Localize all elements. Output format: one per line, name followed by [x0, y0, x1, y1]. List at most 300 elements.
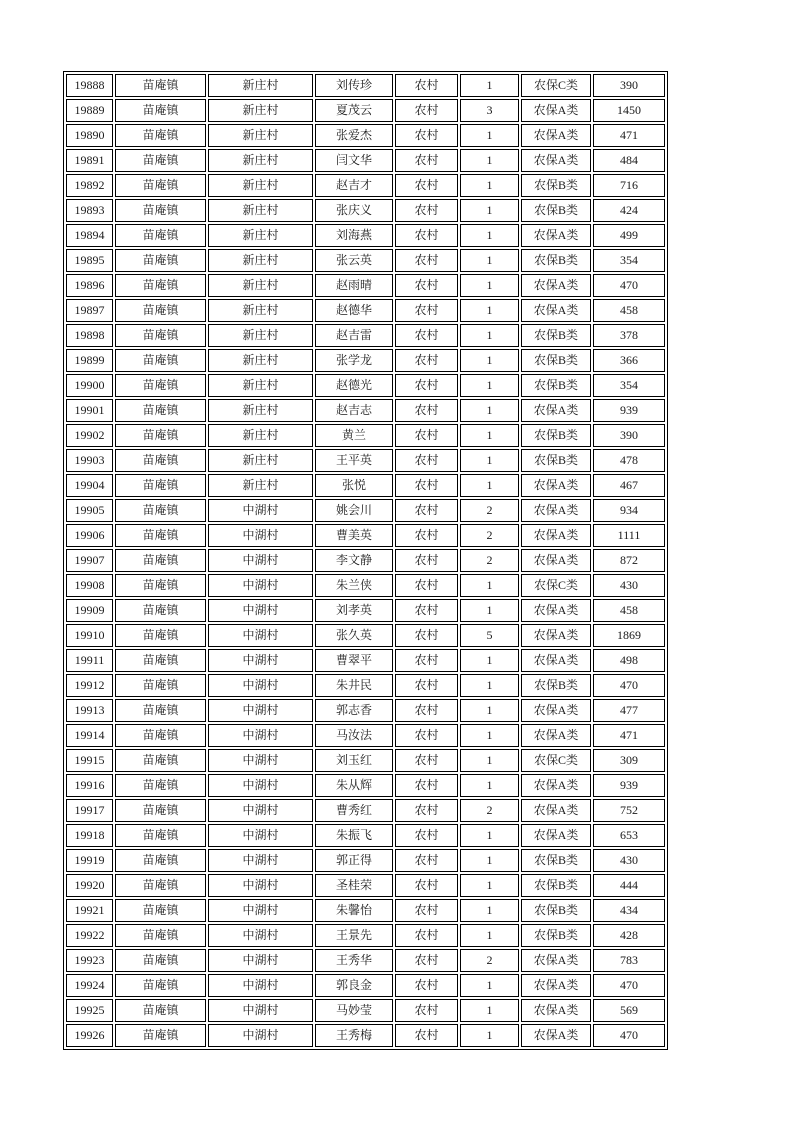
table-cell: 中湖村 — [208, 599, 313, 622]
table-cell: 农保B类 — [521, 374, 591, 397]
table-cell: 939 — [593, 399, 665, 422]
table-cell: 农村 — [395, 474, 458, 497]
table-cell: 苗庵镇 — [115, 424, 206, 447]
table-cell: 郭志香 — [315, 699, 393, 722]
table-cell: 苗庵镇 — [115, 899, 206, 922]
table-cell: 467 — [593, 474, 665, 497]
table-cell: 赵德光 — [315, 374, 393, 397]
table-row — [66, 574, 665, 597]
table-cell: 朱井民 — [315, 674, 393, 697]
table-cell: 484 — [593, 149, 665, 172]
table-cell: 苗庵镇 — [115, 374, 206, 397]
table-cell: 苗庵镇 — [115, 224, 206, 247]
table-cell: 农村 — [395, 824, 458, 847]
table-cell: 中湖村 — [208, 849, 313, 872]
table-cell: 农保A类 — [521, 299, 591, 322]
table-cell: 郭良金 — [315, 974, 393, 997]
table-cell: 农保B类 — [521, 674, 591, 697]
table-cell: 1 — [460, 874, 519, 897]
table-cell: 苗庵镇 — [115, 274, 206, 297]
table-cell: 中湖村 — [208, 999, 313, 1022]
table-cell: 农保A类 — [521, 224, 591, 247]
table-cell: 农保A类 — [521, 524, 591, 547]
table-row — [66, 174, 665, 197]
table-cell: 19919 — [66, 849, 113, 872]
table-cell: 张学龙 — [315, 349, 393, 372]
table-row — [66, 374, 665, 397]
table-cell: 苗庵镇 — [115, 1024, 206, 1047]
records-table-body — [66, 74, 665, 1047]
table-cell: 新庄村 — [208, 474, 313, 497]
table-cell: 934 — [593, 499, 665, 522]
table-cell: 19918 — [66, 824, 113, 847]
table-cell: 苗庵镇 — [115, 99, 206, 122]
table-cell: 苗庵镇 — [115, 849, 206, 872]
table-row — [66, 424, 665, 447]
table-cell: 农保A类 — [521, 649, 591, 672]
table-cell: 中湖村 — [208, 949, 313, 972]
table-cell: 农保B类 — [521, 424, 591, 447]
table-cell: 1 — [460, 474, 519, 497]
table-cell: 19912 — [66, 674, 113, 697]
table-cell: 苗庵镇 — [115, 624, 206, 647]
table-cell: 农保A类 — [521, 774, 591, 797]
table-cell: 939 — [593, 774, 665, 797]
table-cell: 农保A类 — [521, 124, 591, 147]
table-cell: 农村 — [395, 299, 458, 322]
table-cell: 新庄村 — [208, 374, 313, 397]
table-cell: 农村 — [395, 924, 458, 947]
table-cell: 农保A类 — [521, 99, 591, 122]
table-cell: 752 — [593, 799, 665, 822]
table-cell: 中湖村 — [208, 699, 313, 722]
table-cell: 中湖村 — [208, 799, 313, 822]
table-cell: 农村 — [395, 424, 458, 447]
table-row — [66, 774, 665, 797]
table-cell: 农村 — [395, 949, 458, 972]
table-cell: 刘海燕 — [315, 224, 393, 247]
table-cell: 曹翠平 — [315, 649, 393, 672]
table-cell: 张云英 — [315, 249, 393, 272]
table-cell: 1 — [460, 274, 519, 297]
table-cell: 424 — [593, 199, 665, 222]
table-cell: 477 — [593, 699, 665, 722]
table-cell: 中湖村 — [208, 549, 313, 572]
table-cell: 19894 — [66, 224, 113, 247]
table-cell: 1 — [460, 74, 519, 97]
table-cell: 19911 — [66, 649, 113, 672]
table-cell: 苗庵镇 — [115, 474, 206, 497]
table-cell: 1 — [460, 749, 519, 772]
table-cell: 苗庵镇 — [115, 724, 206, 747]
table-cell: 1 — [460, 999, 519, 1022]
table-cell: 19896 — [66, 274, 113, 297]
table-cell: 农保B类 — [521, 349, 591, 372]
table-cell: 19900 — [66, 374, 113, 397]
table-cell: 农保A类 — [521, 724, 591, 747]
table-cell: 苗庵镇 — [115, 749, 206, 772]
table-cell: 农村 — [395, 724, 458, 747]
table-cell: 19903 — [66, 449, 113, 472]
table-cell: 农村 — [395, 1024, 458, 1047]
table-cell: 刘孝英 — [315, 599, 393, 622]
table-cell: 新庄村 — [208, 424, 313, 447]
table-cell: 苗庵镇 — [115, 499, 206, 522]
table-cell: 470 — [593, 274, 665, 297]
table-cell: 苗庵镇 — [115, 349, 206, 372]
table-cell: 姚会川 — [315, 499, 393, 522]
table-cell: 苗庵镇 — [115, 299, 206, 322]
table-cell: 1 — [460, 899, 519, 922]
table-cell: 王秀梅 — [315, 1024, 393, 1047]
table-row — [66, 849, 665, 872]
table-cell: 农村 — [395, 149, 458, 172]
table-cell: 赵吉志 — [315, 399, 393, 422]
table-cell: 农村 — [395, 274, 458, 297]
table-cell: 苗庵镇 — [115, 874, 206, 897]
table-row — [66, 749, 665, 772]
table-cell: 苗庵镇 — [115, 924, 206, 947]
table-cell: 苗庵镇 — [115, 599, 206, 622]
table-row — [66, 149, 665, 172]
table-cell: 新庄村 — [208, 299, 313, 322]
table-cell: 农村 — [395, 324, 458, 347]
table-cell: 农保A类 — [521, 949, 591, 972]
table-row — [66, 274, 665, 297]
table-cell: 苗庵镇 — [115, 149, 206, 172]
table-row — [66, 524, 665, 547]
table-cell: 354 — [593, 374, 665, 397]
table-cell: 中湖村 — [208, 899, 313, 922]
table-cell: 苗庵镇 — [115, 124, 206, 147]
table-cell: 刘玉红 — [315, 749, 393, 772]
table-cell: 苗庵镇 — [115, 174, 206, 197]
table-cell: 19899 — [66, 349, 113, 372]
table-cell: 1 — [460, 599, 519, 622]
table-cell: 农保A类 — [521, 1024, 591, 1047]
table-cell: 19917 — [66, 799, 113, 822]
table-cell: 2 — [460, 799, 519, 822]
table-cell: 苗庵镇 — [115, 199, 206, 222]
table-cell: 19904 — [66, 474, 113, 497]
table-cell: 471 — [593, 124, 665, 147]
table-cell: 张庆义 — [315, 199, 393, 222]
table-cell: 农保B类 — [521, 199, 591, 222]
table-cell: 19926 — [66, 1024, 113, 1047]
table-cell: 苗庵镇 — [115, 549, 206, 572]
table-cell: 农村 — [395, 849, 458, 872]
table-cell: 苗庵镇 — [115, 674, 206, 697]
table-cell: 曹美英 — [315, 524, 393, 547]
table-cell: 1450 — [593, 99, 665, 122]
table-cell: 354 — [593, 249, 665, 272]
table-row — [66, 1024, 665, 1047]
table-row — [66, 499, 665, 522]
table-cell: 1 — [460, 149, 519, 172]
table-cell: 朱馨怡 — [315, 899, 393, 922]
table-row — [66, 324, 665, 347]
table-cell: 苗庵镇 — [115, 824, 206, 847]
table-cell: 中湖村 — [208, 724, 313, 747]
table-row — [66, 624, 665, 647]
table-cell: 19888 — [66, 74, 113, 97]
table-cell: 471 — [593, 724, 665, 747]
table-row — [66, 799, 665, 822]
table-cell: 1869 — [593, 624, 665, 647]
table-cell: 马汝法 — [315, 724, 393, 747]
table-row — [66, 549, 665, 572]
table-cell: 农保A类 — [521, 399, 591, 422]
table-row — [66, 249, 665, 272]
table-cell: 中湖村 — [208, 924, 313, 947]
table-cell: 朱兰侠 — [315, 574, 393, 597]
table-cell: 1111 — [593, 524, 665, 547]
table-cell: 1 — [460, 849, 519, 872]
table-cell: 王景先 — [315, 924, 393, 947]
table-row — [66, 99, 665, 122]
table-cell: 农保A类 — [521, 799, 591, 822]
table-cell: 498 — [593, 649, 665, 672]
table-cell: 中湖村 — [208, 974, 313, 997]
table-cell: 闫文华 — [315, 149, 393, 172]
table-cell: 3 — [460, 99, 519, 122]
table-cell: 新庄村 — [208, 324, 313, 347]
table-cell: 499 — [593, 224, 665, 247]
table-cell: 19925 — [66, 999, 113, 1022]
table-cell: 新庄村 — [208, 224, 313, 247]
table-cell: 19910 — [66, 624, 113, 647]
table-cell: 309 — [593, 749, 665, 772]
table-cell: 农保B类 — [521, 449, 591, 472]
table-cell: 赵雨晴 — [315, 274, 393, 297]
table-cell: 1 — [460, 1024, 519, 1047]
table-cell: 2 — [460, 549, 519, 572]
table-cell: 新庄村 — [208, 449, 313, 472]
table-cell: 中湖村 — [208, 624, 313, 647]
table-cell: 1 — [460, 224, 519, 247]
table-cell: 新庄村 — [208, 249, 313, 272]
table-cell: 农村 — [395, 449, 458, 472]
table-cell: 19895 — [66, 249, 113, 272]
table-row — [66, 724, 665, 747]
table-cell: 470 — [593, 1024, 665, 1047]
table-row — [66, 124, 665, 147]
table-row — [66, 874, 665, 897]
table-cell: 1 — [460, 299, 519, 322]
table-cell: 458 — [593, 299, 665, 322]
table-cell: 农保C类 — [521, 74, 591, 97]
table-cell: 19913 — [66, 699, 113, 722]
table-cell: 19920 — [66, 874, 113, 897]
table-cell: 曹秀红 — [315, 799, 393, 822]
table-cell: 390 — [593, 424, 665, 447]
table-cell: 428 — [593, 924, 665, 947]
table-cell: 中湖村 — [208, 524, 313, 547]
table-cell: 农村 — [395, 74, 458, 97]
table-cell: 中湖村 — [208, 874, 313, 897]
table-cell: 农保A类 — [521, 974, 591, 997]
table-cell: 366 — [593, 349, 665, 372]
table-cell: 农保C类 — [521, 749, 591, 772]
table-cell: 19897 — [66, 299, 113, 322]
table-row — [66, 949, 665, 972]
table-cell: 新庄村 — [208, 99, 313, 122]
table-cell: 5 — [460, 624, 519, 647]
table-cell: 苗庵镇 — [115, 774, 206, 797]
table-cell: 1 — [460, 424, 519, 447]
table-cell: 1 — [460, 774, 519, 797]
table-cell: 张悦 — [315, 474, 393, 497]
table-cell: 农村 — [395, 749, 458, 772]
table-cell: 新庄村 — [208, 199, 313, 222]
table-cell: 19902 — [66, 424, 113, 447]
table-cell: 农村 — [395, 799, 458, 822]
table-cell: 1 — [460, 974, 519, 997]
table-cell: 新庄村 — [208, 149, 313, 172]
table-row — [66, 449, 665, 472]
table-cell: 农保A类 — [521, 499, 591, 522]
table-cell: 19915 — [66, 749, 113, 772]
table-cell: 716 — [593, 174, 665, 197]
table-cell: 农保A类 — [521, 999, 591, 1022]
table-cell: 872 — [593, 549, 665, 572]
table-cell: 朱从辉 — [315, 774, 393, 797]
table-cell: 19892 — [66, 174, 113, 197]
table-cell: 农村 — [395, 99, 458, 122]
table-cell: 朱振飞 — [315, 824, 393, 847]
table-cell: 1 — [460, 349, 519, 372]
table-cell: 1 — [460, 674, 519, 697]
table-cell: 苗庵镇 — [115, 324, 206, 347]
table-row — [66, 224, 665, 247]
table-cell: 新庄村 — [208, 74, 313, 97]
table-cell: 苗庵镇 — [115, 649, 206, 672]
table-cell: 19891 — [66, 149, 113, 172]
table-cell: 434 — [593, 899, 665, 922]
table-cell: 19923 — [66, 949, 113, 972]
table-cell: 苗庵镇 — [115, 249, 206, 272]
table-cell: 农保B类 — [521, 874, 591, 897]
table-cell: 中湖村 — [208, 649, 313, 672]
table-cell: 农保C类 — [521, 574, 591, 597]
table-cell: 783 — [593, 949, 665, 972]
table-cell: 农村 — [395, 549, 458, 572]
table-row — [66, 599, 665, 622]
table-cell: 1 — [460, 649, 519, 672]
table-cell: 中湖村 — [208, 774, 313, 797]
table-cell: 1 — [460, 699, 519, 722]
table-row — [66, 349, 665, 372]
table-cell: 中湖村 — [208, 574, 313, 597]
table-cell: 刘传珍 — [315, 74, 393, 97]
table-row — [66, 674, 665, 697]
table-cell: 农村 — [395, 374, 458, 397]
table-cell: 张久英 — [315, 624, 393, 647]
table-cell: 430 — [593, 849, 665, 872]
table-row — [66, 899, 665, 922]
table-cell: 农村 — [395, 399, 458, 422]
table-cell: 19914 — [66, 724, 113, 747]
table-cell: 新庄村 — [208, 399, 313, 422]
table-cell: 农保B类 — [521, 174, 591, 197]
table-cell: 圣桂荣 — [315, 874, 393, 897]
table-cell: 478 — [593, 449, 665, 472]
table-cell: 新庄村 — [208, 274, 313, 297]
table-cell: 苗庵镇 — [115, 799, 206, 822]
table-cell: 中湖村 — [208, 824, 313, 847]
table-cell: 1 — [460, 324, 519, 347]
table-cell: 新庄村 — [208, 124, 313, 147]
table-cell: 农保A类 — [521, 599, 591, 622]
table-cell: 1 — [460, 924, 519, 947]
table-cell: 1 — [460, 574, 519, 597]
table-cell: 1 — [460, 399, 519, 422]
table-cell: 1 — [460, 199, 519, 222]
table-cell: 1 — [460, 124, 519, 147]
table-cell: 农村 — [395, 649, 458, 672]
table-cell: 430 — [593, 574, 665, 597]
table-cell: 苗庵镇 — [115, 399, 206, 422]
table-cell: 赵吉才 — [315, 174, 393, 197]
table-cell: 458 — [593, 599, 665, 622]
table-cell: 653 — [593, 824, 665, 847]
table-cell: 苗庵镇 — [115, 974, 206, 997]
table-cell: 农保B类 — [521, 249, 591, 272]
table-cell: 苗庵镇 — [115, 524, 206, 547]
table-cell: 农村 — [395, 974, 458, 997]
table-row — [66, 699, 665, 722]
table-cell: 470 — [593, 974, 665, 997]
table-cell: 19916 — [66, 774, 113, 797]
table-cell: 李文静 — [315, 549, 393, 572]
table-cell: 农村 — [395, 624, 458, 647]
table-cell: 农保B类 — [521, 324, 591, 347]
table-cell: 2 — [460, 499, 519, 522]
table-cell: 王平英 — [315, 449, 393, 472]
table-cell: 赵德华 — [315, 299, 393, 322]
table-row — [66, 649, 665, 672]
table-cell: 苗庵镇 — [115, 449, 206, 472]
table-row — [66, 999, 665, 1022]
table-cell: 378 — [593, 324, 665, 347]
table-cell: 19924 — [66, 974, 113, 997]
table-cell: 苗庵镇 — [115, 699, 206, 722]
table-cell: 夏茂云 — [315, 99, 393, 122]
table-cell: 农村 — [395, 999, 458, 1022]
table-cell: 农保A类 — [521, 474, 591, 497]
table-cell: 农村 — [395, 699, 458, 722]
table-cell: 农村 — [395, 249, 458, 272]
table-cell: 19893 — [66, 199, 113, 222]
table-cell: 19909 — [66, 599, 113, 622]
table-row — [66, 474, 665, 497]
table-row — [66, 399, 665, 422]
table-cell: 农村 — [395, 499, 458, 522]
table-cell: 农村 — [395, 899, 458, 922]
table-row — [66, 199, 665, 222]
table-cell: 苗庵镇 — [115, 949, 206, 972]
table-cell: 19907 — [66, 549, 113, 572]
table-cell: 农保B类 — [521, 849, 591, 872]
table-cell: 2 — [460, 524, 519, 547]
table-cell: 赵吉雷 — [315, 324, 393, 347]
table-cell: 1 — [460, 374, 519, 397]
table-cell: 470 — [593, 674, 665, 697]
table-cell: 19889 — [66, 99, 113, 122]
table-cell: 农村 — [395, 224, 458, 247]
table-cell: 农保A类 — [521, 624, 591, 647]
table-cell: 1 — [460, 174, 519, 197]
